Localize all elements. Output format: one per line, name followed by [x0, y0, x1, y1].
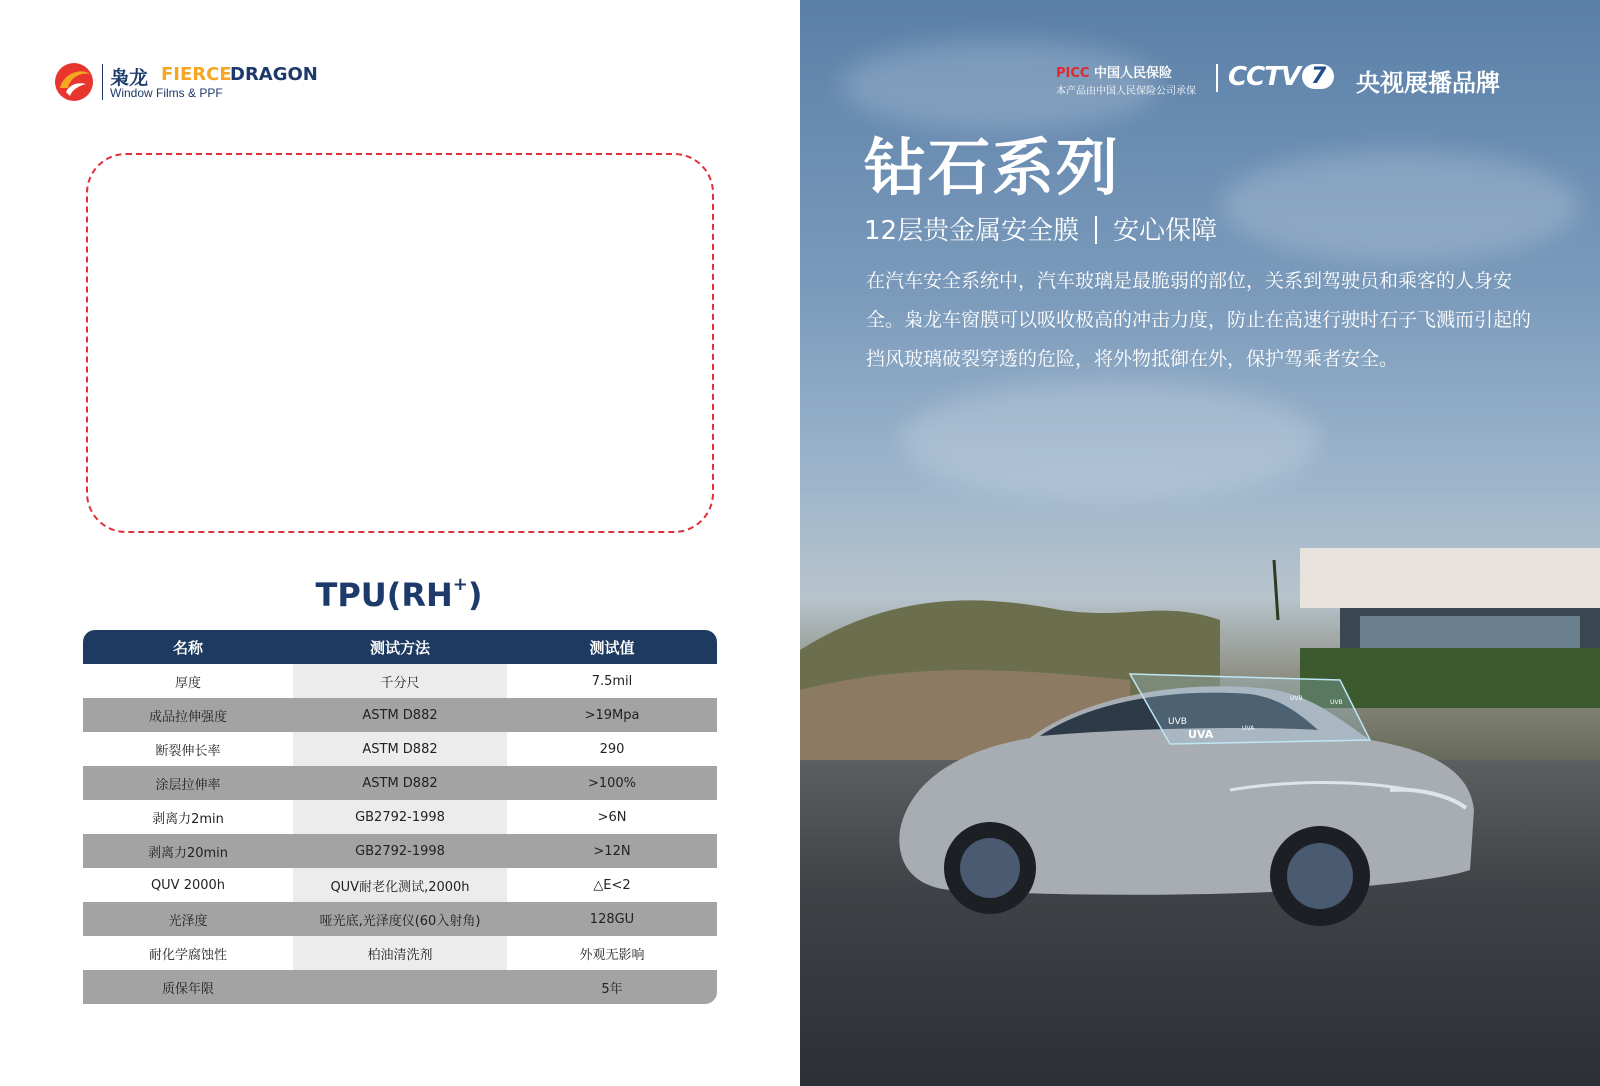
table-header-row — [83, 630, 717, 664]
cloud-decoration — [900, 380, 1320, 500]
table-row — [83, 664, 717, 698]
sports-car-illustration — [870, 640, 1480, 940]
uvb-label-small: UVB — [1290, 695, 1303, 702]
cell-value: 128GU — [507, 902, 717, 936]
cell-name: 厚度 — [83, 664, 293, 698]
table-title-sup: + — [452, 574, 468, 596]
table-title-main: TPU(RH — [315, 576, 453, 614]
header-name: 名称 — [83, 630, 293, 664]
spec-table — [83, 630, 717, 1004]
cell-method — [293, 970, 507, 1004]
cell-value: 290 — [507, 732, 717, 766]
cell-value: >12N — [507, 834, 717, 868]
cell-name: QUV 2000h — [83, 868, 293, 902]
cell-value: 外观无影响 — [507, 936, 717, 970]
table-title — [82, 576, 716, 614]
cell-name: 断裂伸长率 — [83, 732, 293, 766]
table-row — [83, 766, 717, 800]
cell-name: 剥离力20min — [83, 834, 293, 868]
series-description: 在汽车安全系统中，汽车玻璃是最脆弱的部位，关系到驾驶员和乘客的人身安全。枭龙车窗膜可以吸收极高的冲击力度，防止在高速行驶时石子飞溅而引起的挡风玻璃破裂穿透的危险，将外物抵御在外，保护驾乘者安全。 — [866, 270, 1532, 370]
picc-mark: PICC — [1056, 66, 1090, 81]
cell-value: △E<2 — [507, 868, 717, 902]
subtitle-a: 12层贵金属安全膜 — [864, 216, 1080, 246]
uvb-label: UVB — [1168, 717, 1187, 727]
cell-method: 千分尺 — [293, 664, 507, 698]
header-method: 测试方法 — [293, 630, 507, 664]
cell-value: 7.5mil — [507, 664, 717, 698]
table-row — [83, 834, 717, 868]
cell-method: GB2792-1998 — [293, 800, 507, 834]
cell-name: 涂层拉伸率 — [83, 766, 293, 800]
brand-divider — [1216, 64, 1218, 92]
cell-method: GB2792-1998 — [293, 834, 507, 868]
picc-logo — [1056, 62, 1172, 81]
cloud-decoration — [1220, 150, 1580, 260]
logo-cn-name: 枭龙 — [110, 67, 149, 89]
uva-label-small: UVA — [1242, 725, 1255, 732]
table-row — [83, 902, 717, 936]
cell-method: ASTM D882 — [293, 766, 507, 800]
cctv-brand-text: 央视展播品牌 — [1356, 69, 1500, 97]
cctv-wordmark: CCTV — [1228, 62, 1301, 92]
cell-name: 光泽度 — [83, 902, 293, 936]
uva-label: UVA — [1188, 728, 1214, 741]
table-row — [83, 868, 717, 902]
picc-cn: 中国人民保险 — [1093, 66, 1172, 81]
series-subtitle — [864, 210, 1217, 247]
cctv-channel: 7 — [1302, 64, 1334, 89]
cell-name: 成品拉伸强度 — [83, 698, 293, 732]
photo-placeholder-frame — [86, 153, 714, 533]
logo-dragon: DRAGON — [230, 64, 318, 85]
cell-method: 柏油清洗剂 — [293, 936, 507, 970]
table-row — [83, 936, 717, 970]
picc-subtitle: 本产品由中国人民保险公司承保 — [1056, 86, 1196, 97]
series-title: 钻石系列 — [864, 131, 1121, 204]
cell-method: QUV耐老化测试,2000h — [293, 868, 507, 902]
dragon-logo-icon — [54, 62, 94, 102]
cell-method: ASTM D882 — [293, 732, 507, 766]
table-title-close: ) — [467, 576, 483, 614]
cell-name: 质保年限 — [83, 970, 293, 1004]
cell-name: 剥离力2min — [83, 800, 293, 834]
logo-divider — [102, 64, 103, 100]
cell-value: >19Mpa — [507, 698, 717, 732]
cell-method: 哑光底,光泽度仪(60入射角) — [293, 902, 507, 936]
brand-strip — [1056, 62, 1596, 96]
cell-value: >100% — [507, 766, 717, 800]
logo-subtitle: Window Films & PPF — [110, 86, 223, 100]
brand-logo — [54, 60, 324, 104]
logo-fierce: FIERCE — [161, 64, 232, 85]
cctv-logo — [1228, 62, 1334, 92]
subtitle-b: 安心保障 — [1113, 216, 1218, 246]
cell-name: 耐化学腐蚀性 — [83, 936, 293, 970]
cell-value: >6N — [507, 800, 717, 834]
cell-method: ASTM D882 — [293, 698, 507, 732]
table-row — [83, 732, 717, 766]
table-row — [83, 698, 717, 732]
cell-value: 5年 — [507, 970, 717, 1004]
subtitle-separator — [1095, 216, 1097, 244]
table-row — [83, 800, 717, 834]
uvb-label-small: UVB — [1330, 699, 1343, 706]
table-row — [83, 970, 717, 1004]
header-value: 测试值 — [507, 630, 717, 664]
